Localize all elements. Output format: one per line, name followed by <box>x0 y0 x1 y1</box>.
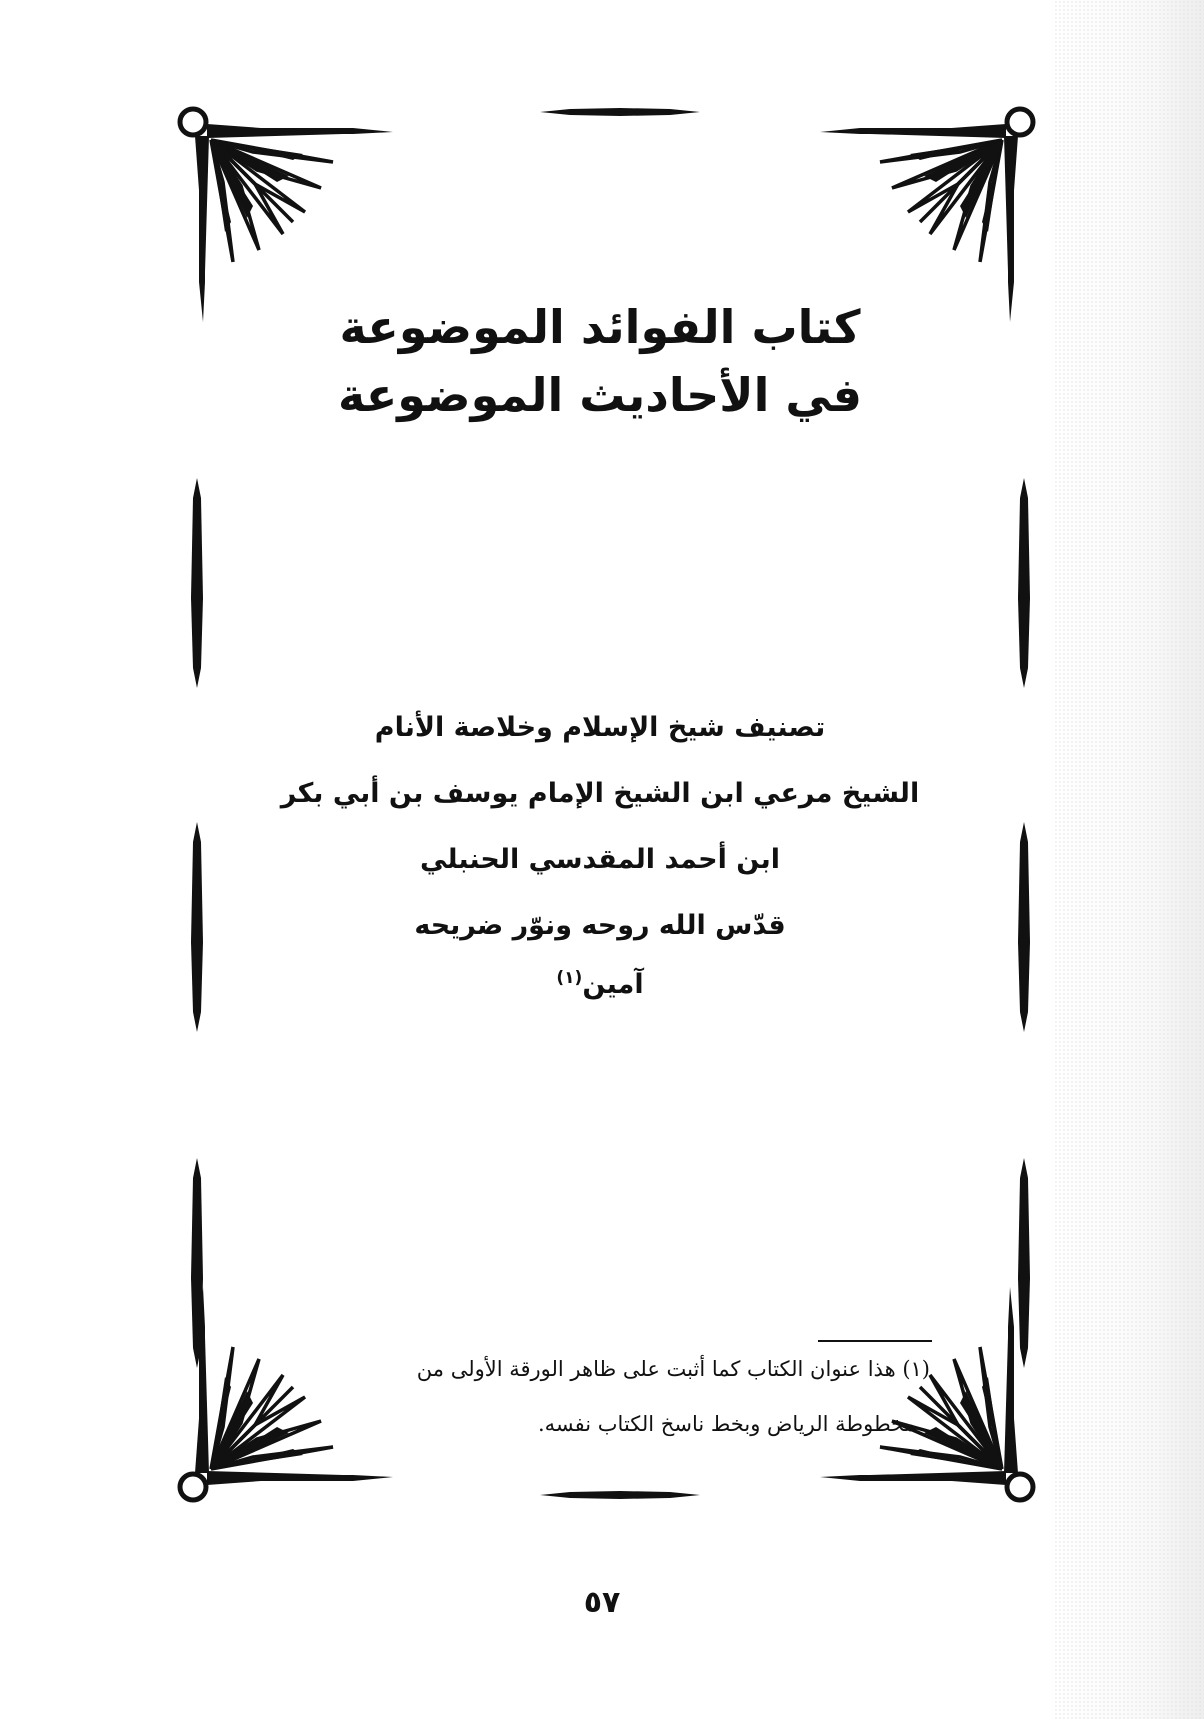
author-line-4: قدّس الله روحه ونوّر ضريحه <box>414 910 786 941</box>
corner-ornament-top-left <box>180 109 393 322</box>
author-line-3: ابن أحمد المقدسي الحنبلي <box>420 844 780 875</box>
page-number: ٥٧ <box>583 1585 621 1620</box>
left-side-ornaments <box>191 478 203 1368</box>
corner-ornament-bottom-left <box>180 1287 393 1500</box>
author-line-2: الشيخ مرعي ابن الشيخ الإمام يوسف بن أبي بكر <box>280 778 920 809</box>
author-line-5 <box>250 968 950 1000</box>
corner-ornament-bottom-right <box>820 1287 1033 1500</box>
footnote-separator <box>818 1340 932 1342</box>
bottom-center-ornament <box>540 1491 700 1499</box>
title-line-1: كتاب الفوائد الموضوعة <box>339 300 861 354</box>
footnote-line-1: (١) هذا عنوان الكتاب كما أثبت على ظاهر الورقة الأولى من <box>416 1357 930 1381</box>
right-side-ornaments <box>1018 478 1030 1368</box>
corner-ornament-top-right <box>820 109 1033 322</box>
amen-text: آمين <box>582 969 644 1000</box>
footnote-reference: (١) <box>556 968 583 988</box>
title-line-2: في الأحاديث الموضوعة <box>337 368 863 422</box>
author-line-1: تصنيف شيخ الإسلام وخلاصة الأنام <box>374 712 826 743</box>
footnote-line-2: مخطوطة الرياض وبخط ناسخ الكتاب نفسه. <box>537 1412 916 1436</box>
top-center-ornament <box>540 108 700 116</box>
